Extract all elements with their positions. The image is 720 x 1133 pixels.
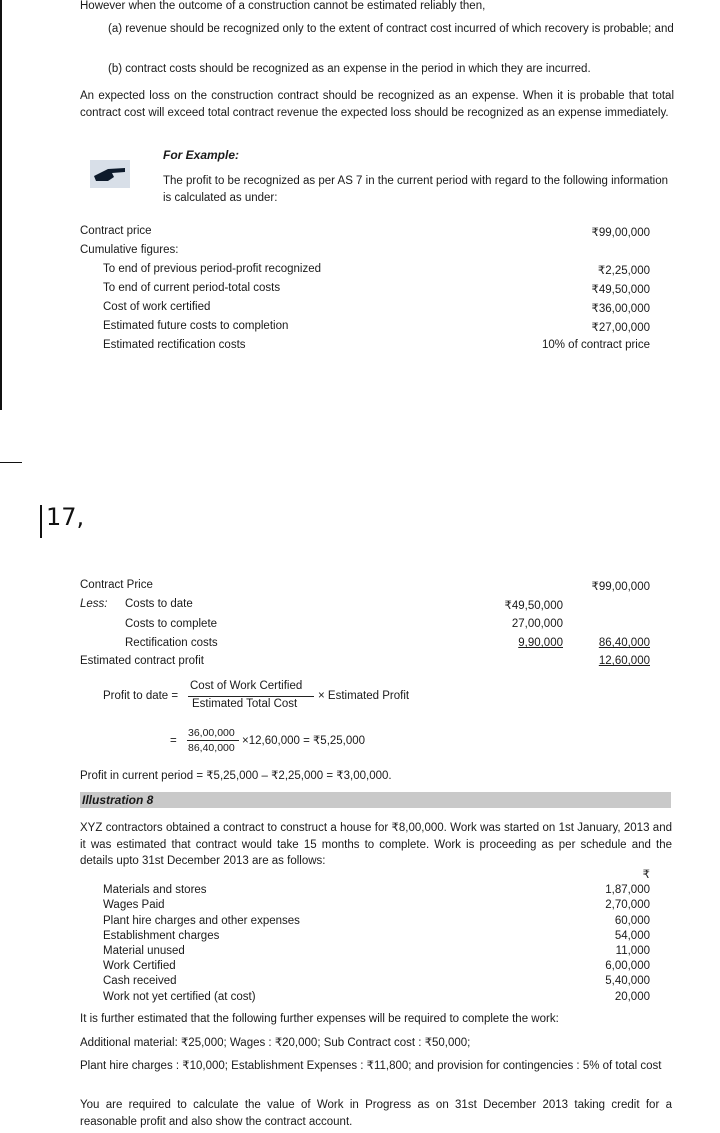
formula-times: × Estimated Profit xyxy=(318,690,410,702)
less-label: Less: xyxy=(80,598,108,610)
table1-label: Estimated future costs to completion xyxy=(103,320,289,332)
currency-header: ₹ xyxy=(642,869,650,881)
example-title: For Example: xyxy=(163,148,240,162)
calc-eq: = xyxy=(170,735,177,747)
loss-paragraph: An expected loss on the construction contract should be recognized as an expense. When it is probable that total contract cost will exceed total contract revenue the expected loss should be recognized as an expense immediately. xyxy=(80,90,674,119)
illus-row-value: 54,000 xyxy=(614,930,650,942)
table1-label: Cost of work certified xyxy=(103,301,211,313)
calc-rest: ×12,60,000 = ₹5,25,000 xyxy=(242,735,366,747)
pointing-hand-icon xyxy=(90,160,130,188)
further-expenses-text: It is further estimated that the following further expenses will be required to complete the work: xyxy=(80,1013,559,1025)
illus-row-label: Wages Paid xyxy=(103,899,165,911)
item-b: (b) contract costs should be recognized as an expense in the period in which they are incurred. xyxy=(108,63,591,75)
table1-label: Estimated rectification costs xyxy=(103,339,246,351)
contract-price-value: ₹99,00,000 xyxy=(591,581,650,593)
formula-numerator: Cost of Work Certified xyxy=(190,680,303,692)
page-edge-top-left xyxy=(0,0,2,410)
rectification-value: 9,90,000 xyxy=(518,637,563,649)
calc-numerator: 36,00,000 xyxy=(188,727,235,739)
illustration-heading-bar xyxy=(80,792,671,808)
calc-fraction-line xyxy=(187,740,239,741)
illus-row-label: Work not yet certified (at cost) xyxy=(103,991,256,1003)
total-costs-value: 86,40,000 xyxy=(598,637,650,649)
illus-row-value: 2,70,000 xyxy=(605,899,650,911)
requirement-text: You are required to calculate the value of Work in Progress as on 31st December 2013 taking credit for a reasonable profit and also show the contract account. xyxy=(80,1099,672,1128)
illus-row-value: 60,000 xyxy=(614,915,650,927)
handwritten-number: 17, xyxy=(46,503,85,531)
table1-value: ₹36,00,000 xyxy=(591,303,650,315)
plant-hire-text: Plant hire charges : ₹10,000; Establishment Expenses : ₹11,800; and provision for contingencies : 5% of total cost xyxy=(80,1060,662,1072)
illus-row-value: 20,000 xyxy=(614,991,650,1003)
formula-lhs: Profit to date = xyxy=(103,690,179,702)
table1-value: ₹49,50,000 xyxy=(591,284,650,296)
rectification-label: Rectification costs xyxy=(125,637,218,649)
illus-row-label: Cash received xyxy=(103,975,177,987)
illus-row-label: Material unused xyxy=(103,945,185,957)
table1-value: ₹2,25,000 xyxy=(597,265,650,277)
contract-price-label: Contract Price xyxy=(80,579,153,591)
margin-mark xyxy=(40,505,42,538)
table1-value: 10% of contract price xyxy=(541,339,650,351)
costs-to-date-label: Costs to date xyxy=(125,598,193,610)
table1-value: ₹27,00,000 xyxy=(591,322,650,334)
page-separator xyxy=(0,462,22,463)
formula-fraction-line xyxy=(188,696,314,697)
illus-row-label: Materials and stores xyxy=(103,884,207,896)
example-text: The profit to be recognized as per AS 7 in the current period with regard to the following information is calculated as under: xyxy=(163,175,669,204)
table1-label: Cumulative figures: xyxy=(80,244,179,256)
costs-to-date-value: ₹49,50,000 xyxy=(504,600,563,612)
illustration-text: XYZ contractors obtained a contract to construct a house for ₹8,00,000. Work was started on 1st January, 2013 and it was estimated that contract would take 15 months to complete. Work is proceeding as per schedule and the details upto 31st December 2013 are as follows: xyxy=(80,822,672,867)
illus-row-value: 1,87,000 xyxy=(605,884,650,896)
costs-to-complete-value: 27,00,000 xyxy=(511,618,563,630)
formula-denominator: Estimated Total Cost xyxy=(192,698,298,710)
illus-row-label: Establishment charges xyxy=(103,930,220,942)
table1-label: Contract price xyxy=(80,225,152,237)
illus-row-value: 5,40,000 xyxy=(605,975,650,987)
estimated-profit-label: Estimated contract profit xyxy=(80,655,204,667)
calc-denominator: 86,40,000 xyxy=(188,742,235,754)
table1-label: To end of previous period-profit recognized xyxy=(103,263,321,275)
costs-to-complete-label: Costs to complete xyxy=(125,618,218,630)
illus-row-value: 6,00,000 xyxy=(605,960,650,972)
additional-expenses: Additional material: ₹25,000; Wages : ₹20,000; Sub Contract cost : ₹50,000; xyxy=(80,1037,471,1049)
item-a: (a) revenue should be recognized only to the extent of contract cost incurred of which recovery is probable; and xyxy=(108,23,674,35)
current-period-profit: Profit in current period = ₹5,25,000 – ₹2,25,000 = ₹3,00,000. xyxy=(80,770,392,782)
table1-value: ₹99,00,000 xyxy=(591,227,650,239)
table1-label: To end of current period-total costs xyxy=(103,282,281,294)
illus-row-label: Plant hire charges and other expenses xyxy=(103,915,300,927)
estimated-profit-value: 12,60,000 xyxy=(598,655,650,667)
illus-row-value: 11,000 xyxy=(615,945,650,957)
illustration-heading: Illustration 8 xyxy=(82,793,154,807)
illus-row-label: Work Certified xyxy=(103,960,176,972)
intro-text: However when the outcome of a construction cannot be estimated reliably then, xyxy=(80,0,486,12)
